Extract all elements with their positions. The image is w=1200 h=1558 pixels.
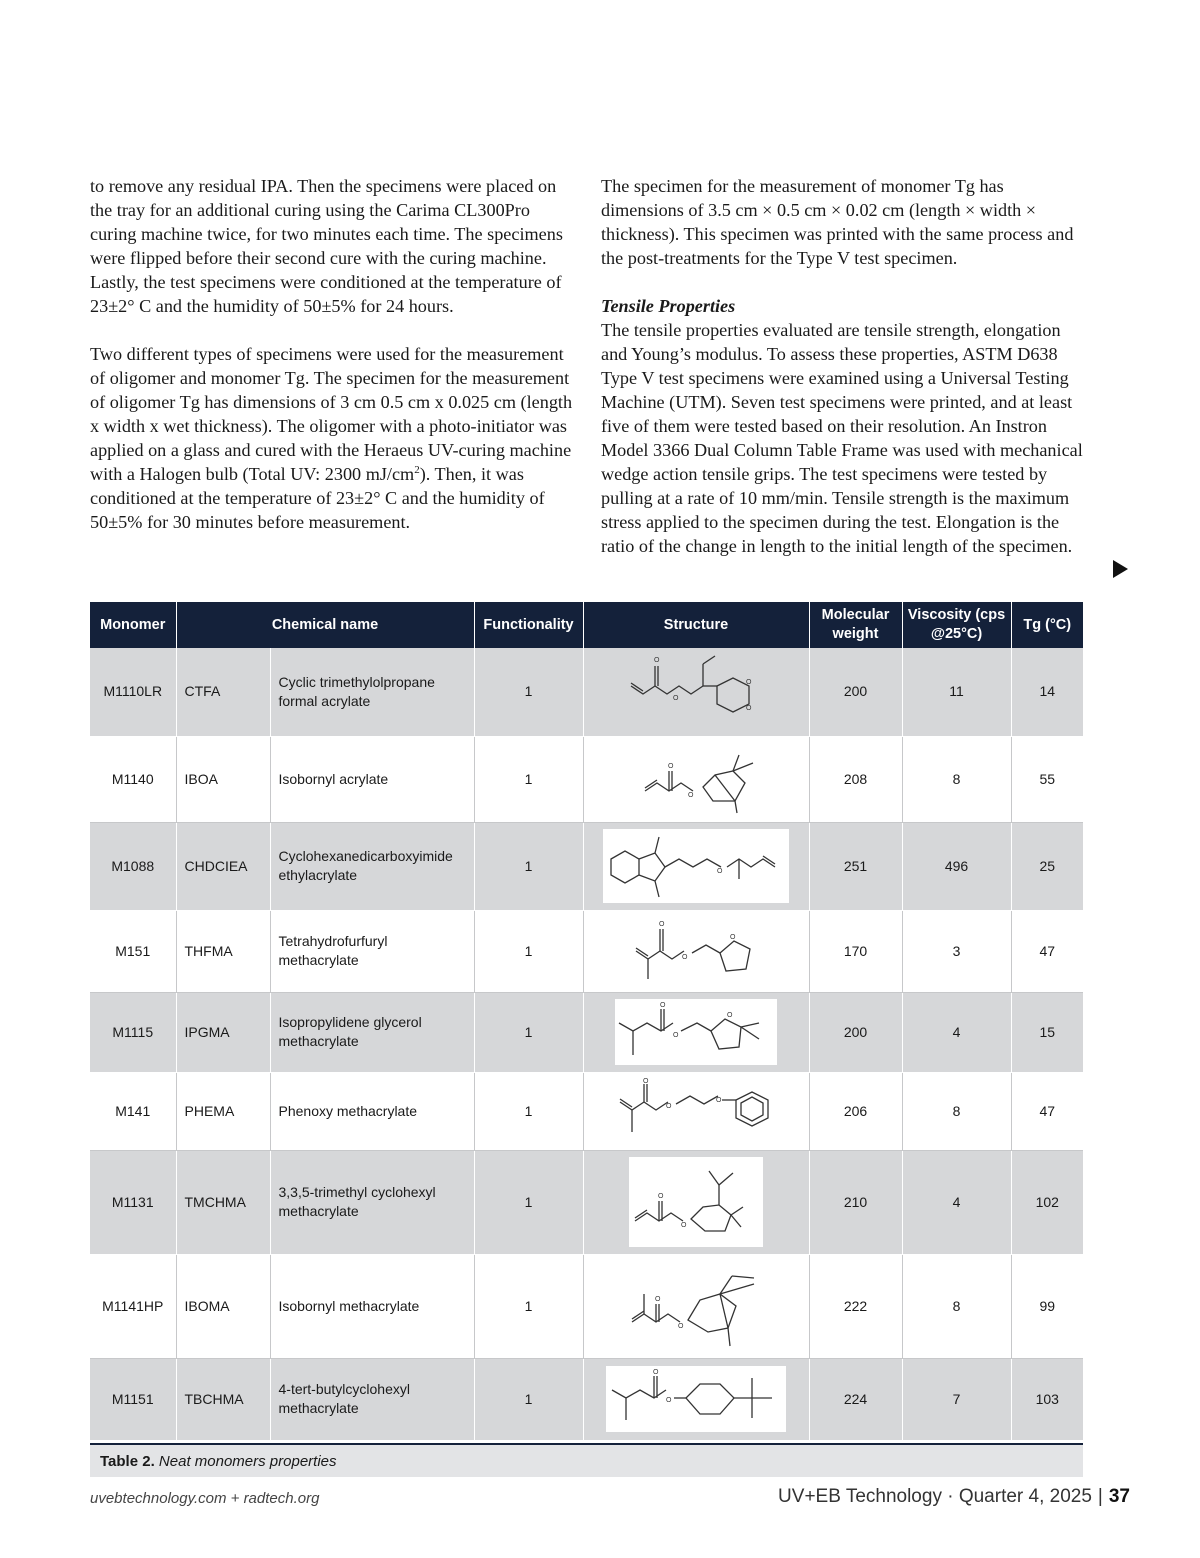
- molecular-weight: 170: [809, 910, 902, 992]
- monomer-code: M1110LR: [90, 648, 176, 736]
- svg-text:O: O: [673, 1032, 679, 1039]
- glass-transition-temp: 15: [1011, 992, 1083, 1072]
- viscosity: 8: [902, 1254, 1011, 1358]
- paragraph: Tensile Properties The tensile properties evaluated are tensile strength, elongation and Young’s modulus. To assess these properties, ASTM D638 Type V test specimens were examined using a Universal Testing Machine (UTM). Seven test specimens were printed, and at least five of them were tested based on their resolution. An Instron Model 3366 Dual Column Table Frame was used with mechanical wedge action tensile grips. The test specimens were tested by pulling at a rate of 10 mm/min. Tensile strength is the maximum stress applied to the specimen during the test. Elongation is the ratio of the change in length to the initial length of the specimen.: [601, 294, 1091, 558]
- functionality: 1: [474, 648, 583, 736]
- table-row: [90, 1150, 1083, 1254]
- monomer-abbreviation: CTFA: [176, 648, 270, 736]
- phema-structure-icon: [606, 1078, 786, 1144]
- molecular-weight: 222: [809, 1254, 902, 1358]
- glass-transition-temp: 99: [1011, 1254, 1083, 1358]
- paragraph: Two different types of specimens were used for the measurement of oligomer and monomer Tg. The specimen for the measurement of oligomer Tg has dimensions of 3 cm 0.5 cm x 0.025 cm (length x width x wet thickness). The oligomer with a photo-initiator was applied on a glass and cured with the Heraeus UV-curing machine with a Halogen bulb (Total UV: 2300 $mJ/cm^2$). Then, it was conditioned at the temperature of 23±2° C and the humidity of 50±5% for 30 minutes before measurement.: [90, 344, 573, 532]
- glass-transition-temp: 25: [1011, 822, 1083, 910]
- molecular-weight: 200: [809, 992, 902, 1072]
- svg-text:O: O: [678, 1323, 684, 1330]
- footer-publication: UV+EB Technology · Quarter 4, 2025 | 37: [778, 1486, 1130, 1507]
- structure-cell: [583, 1072, 809, 1150]
- svg-text:O: O: [658, 1193, 664, 1200]
- viscosity: 4: [902, 1150, 1011, 1254]
- header-molecular-weight: Molecular weight: [809, 602, 902, 648]
- viscosity: 8: [902, 1072, 1011, 1150]
- section-subheading: Tensile Properties: [601, 296, 736, 316]
- chemical-name: Isobornyl methacrylate: [270, 1254, 474, 1358]
- monomer-properties-table: [90, 602, 1083, 1441]
- svg-text:O: O: [655, 1296, 661, 1303]
- footer-websites: uvebtechnology.com + radtech.org: [90, 1490, 320, 1507]
- table-row: [90, 1072, 1083, 1150]
- chemical-name: 3,3,5-trimethyl cyclohexyl methacrylate: [270, 1150, 474, 1254]
- svg-text:O: O: [688, 792, 694, 799]
- svg-text:O: O: [682, 954, 688, 961]
- molecular-weight: 200: [809, 648, 902, 736]
- monomer-code: M1115: [90, 992, 176, 1072]
- monomer-abbreviation: CHDCIEA: [176, 822, 270, 910]
- structure-cell: [583, 648, 809, 736]
- monomer-abbreviation: TMCHMA: [176, 1150, 270, 1254]
- page-number: 37: [1108, 1486, 1130, 1507]
- iboa-structure-icon: [621, 741, 771, 817]
- chemical-name: Cyclic trimethylolpropane formal acrylate: [270, 648, 474, 736]
- svg-text:O: O: [659, 921, 665, 928]
- table-row: [90, 1358, 1083, 1440]
- monomer-abbreviation: IPGMA: [176, 992, 270, 1072]
- monomer-abbreviation: IBOA: [176, 736, 270, 822]
- functionality: 1: [474, 1254, 583, 1358]
- viscosity: 3: [902, 910, 1011, 992]
- svg-text:O: O: [666, 1397, 672, 1404]
- table-row: [90, 648, 1083, 736]
- glass-transition-temp: 14: [1011, 648, 1083, 736]
- glass-transition-temp: 47: [1011, 910, 1083, 992]
- functionality: 1: [474, 736, 583, 822]
- svg-text:O: O: [668, 763, 674, 770]
- svg-text:O: O: [716, 1097, 722, 1104]
- header-structure: Structure: [583, 602, 809, 648]
- left-text-column: [90, 174, 580, 558]
- table-row: [90, 736, 1083, 822]
- structure-cell: [583, 1358, 809, 1440]
- table-caption: [90, 1443, 1083, 1477]
- monomer-abbreviation: PHEMA: [176, 1072, 270, 1150]
- monomer-code: M151: [90, 910, 176, 992]
- chemical-name: Cyclohexanedicarboxyimide ethylacrylate: [270, 822, 474, 910]
- header-functionality: Functionality: [474, 602, 583, 648]
- functionality: 1: [474, 992, 583, 1072]
- chemical-name: Isopropylidene glycerol methacrylate: [270, 992, 474, 1072]
- monomer-code: M1140: [90, 736, 176, 822]
- functionality: 1: [474, 1150, 583, 1254]
- svg-text:O: O: [666, 1103, 672, 1110]
- functionality: 1: [474, 822, 583, 910]
- svg-text:O: O: [660, 1002, 666, 1009]
- glass-transition-temp: 47: [1011, 1072, 1083, 1150]
- viscosity: 8: [902, 736, 1011, 822]
- functionality: 1: [474, 1072, 583, 1150]
- table-row: [90, 1254, 1083, 1358]
- svg-text:O: O: [746, 704, 752, 712]
- monomer-code: M1141HP: [90, 1254, 176, 1358]
- viscosity: 496: [902, 822, 1011, 910]
- continue-arrow-icon: [1113, 560, 1128, 578]
- svg-text:O: O: [673, 694, 679, 702]
- monomer-code: M141: [90, 1072, 176, 1150]
- viscosity: 11: [902, 648, 1011, 736]
- svg-text:O: O: [727, 1012, 733, 1019]
- structure-cell: [583, 1254, 809, 1358]
- chdciea-structure-icon: [603, 829, 789, 903]
- structure-cell: [583, 910, 809, 992]
- monomer-code: M1088: [90, 822, 176, 910]
- glass-transition-temp: 55: [1011, 736, 1083, 822]
- paragraph: to remove any residual IPA. Then the specimens were placed on the tray for an additional curing using the Carima CL300Pro curing machine twice, for two minutes each time. The specimens were flipped before their second cure with the curing machine. Lastly, the test specimens were conditioned at the temperature of 23±2° C and the humidity of 50±5% for 24 hours.: [90, 176, 563, 316]
- chemical-name: Isobornyl acrylate: [270, 736, 474, 822]
- monomer-abbreviation: THFMA: [176, 910, 270, 992]
- monomer-abbreviation: IBOMA: [176, 1254, 270, 1358]
- tmchma-structure-icon: [629, 1157, 763, 1247]
- monomer-code: M1131: [90, 1150, 176, 1254]
- molecular-weight: 208: [809, 736, 902, 822]
- caption-label: Table 2.: [100, 1453, 155, 1470]
- ipgma-structure-icon: [615, 999, 777, 1065]
- svg-text:O: O: [717, 868, 723, 875]
- chemical-name: Tetrahydrofurfuryl methacrylate: [270, 910, 474, 992]
- paragraph: The specimen for the measurement of monomer Tg has dimensions of 3.5 cm × 0.5 cm × 0.02 cm (length × width × thickness). This specimen was printed with the same process and the post-treatments for the Type V test specimen.: [601, 176, 1074, 268]
- table-header-row: [90, 602, 1083, 648]
- ctfa-structure-icon: [621, 650, 771, 734]
- table-row: [90, 910, 1083, 992]
- monomer-abbreviation: TBCHMA: [176, 1358, 270, 1440]
- molecular-weight: 210: [809, 1150, 902, 1254]
- svg-text:O: O: [746, 678, 752, 686]
- chemical-name: Phenoxy methacrylate: [270, 1072, 474, 1150]
- header-tg: Tg (°C): [1011, 602, 1083, 648]
- functionality: 1: [474, 1358, 583, 1440]
- viscosity: 7: [902, 1358, 1011, 1440]
- glass-transition-temp: 103: [1011, 1358, 1083, 1440]
- svg-text:O: O: [643, 1078, 649, 1085]
- table-row: [90, 822, 1083, 910]
- molecular-weight: 224: [809, 1358, 902, 1440]
- structure-cell: [583, 992, 809, 1072]
- caption-text: Neat monomers properties: [158, 1453, 337, 1470]
- structure-cell: [583, 736, 809, 822]
- header-monomer: Monomer: [90, 602, 176, 648]
- viscosity: 4: [902, 992, 1011, 1072]
- thfma-structure-icon: [616, 915, 776, 987]
- iboma-structure-icon: [616, 1258, 776, 1354]
- publication-name: UV+EB Technology · Quarter 4, 2025: [778, 1486, 1092, 1507]
- table-row: [90, 992, 1083, 1072]
- right-text-column: [601, 174, 1091, 582]
- molecular-weight: 206: [809, 1072, 902, 1150]
- header-viscosity: Viscosity (cps @25°C): [902, 602, 1011, 648]
- svg-text:O: O: [681, 1222, 687, 1229]
- monomer-code: M1151: [90, 1358, 176, 1440]
- functionality: 1: [474, 910, 583, 992]
- chemical-name: 4-tert-butylcyclohexyl methacrylate: [270, 1358, 474, 1440]
- svg-text:O: O: [654, 656, 660, 664]
- tbchma-structure-icon: [606, 1366, 786, 1432]
- svg-text:O: O: [730, 934, 736, 941]
- molecular-weight: 251: [809, 822, 902, 910]
- structure-cell: [583, 822, 809, 910]
- structure-cell: [583, 1150, 809, 1254]
- header-chemical-name: Chemical name: [176, 602, 474, 648]
- glass-transition-temp: 102: [1011, 1150, 1083, 1254]
- svg-text:O: O: [653, 1369, 659, 1376]
